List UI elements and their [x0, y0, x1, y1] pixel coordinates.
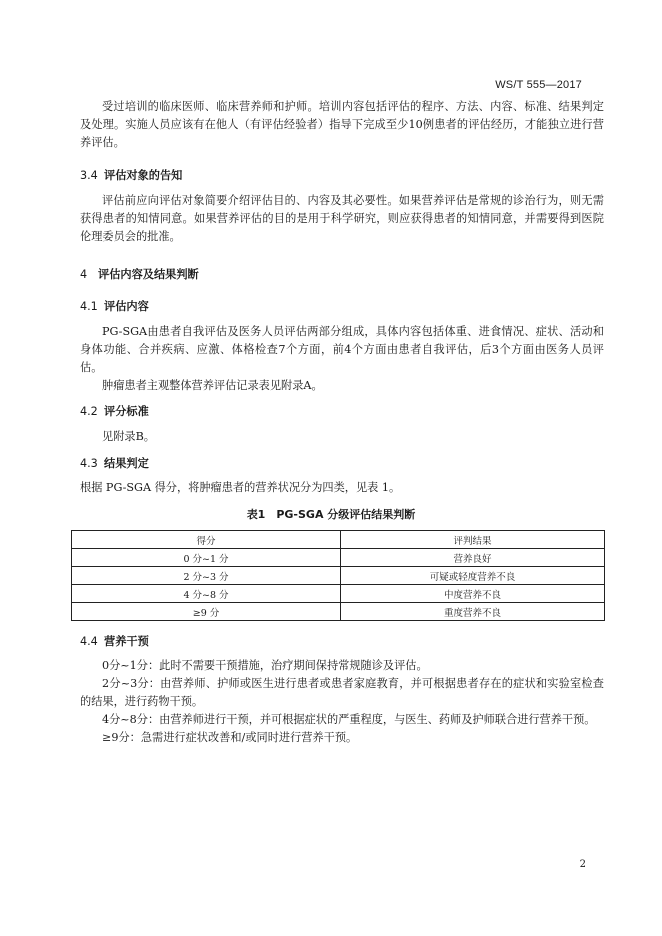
section-title: 营养干预: [104, 635, 149, 648]
page-number: 2: [579, 859, 586, 870]
section-number: 4: [80, 268, 88, 281]
intervention-item: 0分~1分：此时不需要干预措施，治疗期间保持常规随诊及评估。: [102, 659, 428, 672]
result-cell: 重度营养不良: [341, 603, 605, 621]
section-number: 4.2: [80, 405, 98, 418]
section-number: 3.4: [80, 169, 98, 182]
standard-code: WS/T 555—2017: [495, 79, 582, 91]
header-cell: 评判结果: [341, 531, 605, 549]
section-4-1-paragraph: PG-SGA由患者自我评估及医务人员评估两部分组成，具体内容包括体重、进食情况、症状、活动和身体功能、合并疾病、应激、体格检查7个方面，前4个方面由患者自我评估，后3个方面由医务人员评估。: [80, 325, 604, 374]
section-number: 4.3: [80, 457, 98, 470]
section-4-2-heading: [80, 403, 149, 419]
score-cell: 0 分~1 分: [72, 549, 341, 567]
section-3-4-heading: [80, 167, 182, 183]
intervention-item: 4分~8分：由营养师进行干预，并可根据症状的严重程度，与医生、药师及护师联合进行营养干预。: [102, 713, 596, 726]
section-title: 评估内容: [104, 300, 149, 313]
table-row: [72, 585, 605, 603]
score-cell: 2 分~3 分: [72, 567, 341, 585]
section-title: 评估对象的告知: [104, 169, 183, 182]
section-4-4-heading: [80, 633, 149, 649]
result-cell: 中度营养不良: [341, 585, 605, 603]
section-4-3-heading: [80, 455, 149, 471]
section-title: 评分标准: [104, 405, 149, 418]
grading-table: [71, 530, 605, 621]
section-4-2-paragraph: 见附录B。: [102, 430, 155, 443]
intervention-item: ≥9分：急需进行症状改善和/或同时进行营养干预。: [102, 731, 358, 744]
section-number: 4.4: [80, 635, 98, 648]
header-cell: 得分: [72, 531, 341, 549]
result-cell: 营养良好: [341, 549, 605, 567]
section-4-3-paragraph: 根据 PG-SGA 得分，将肿瘤患者的营养状况分为四类，见表 1。: [80, 481, 401, 494]
section-4-heading: [80, 266, 199, 282]
section-title: 评估内容及结果判断: [98, 268, 199, 281]
section-title: 结果判定: [104, 457, 149, 470]
section-4-1-heading: [80, 298, 149, 314]
score-cell: 4 分~8 分: [72, 585, 341, 603]
score-cell: ≥9 分: [72, 603, 341, 621]
intro-paragraph: 受过培训的临床医师、临床营养师和护师。培训内容包括评估的程序、方法、内容、标准、结果判定及处理。实施人员应该有在他人（有评估经验者）指导下完成至少10例患者的评估经历，才能独立进行营养评估。: [80, 100, 604, 149]
table-header-row: [72, 531, 605, 549]
table-row: [72, 549, 605, 567]
section-3-4-paragraph: 评估前应向评估对象简要介绍评估目的、内容及其必要性。如果营养评估是常规的诊治行为，则无需获得患者的知情同意。如果营养评估的目的是用于科学研究，则应获得患者的知情同意，并需要得到医院伦理委员会的批准。: [80, 194, 604, 243]
result-cell: 可疑或轻度营养不良: [341, 567, 605, 585]
intervention-item: 2分~3分：由营养师、护师或医生进行患者或患者家庭教育，并可根据患者存在的症状和实验室检查的结果，进行药物干预。: [80, 677, 604, 708]
appendix-a-reference: 肿瘤患者主观整体营养评估记录表见附录A。: [102, 379, 323, 392]
section-number: 4.1: [80, 300, 98, 313]
table-row: [72, 603, 605, 621]
table-caption: 表1 PG-SGA 分级评估结果判断: [246, 508, 416, 521]
table-row: [72, 567, 605, 585]
